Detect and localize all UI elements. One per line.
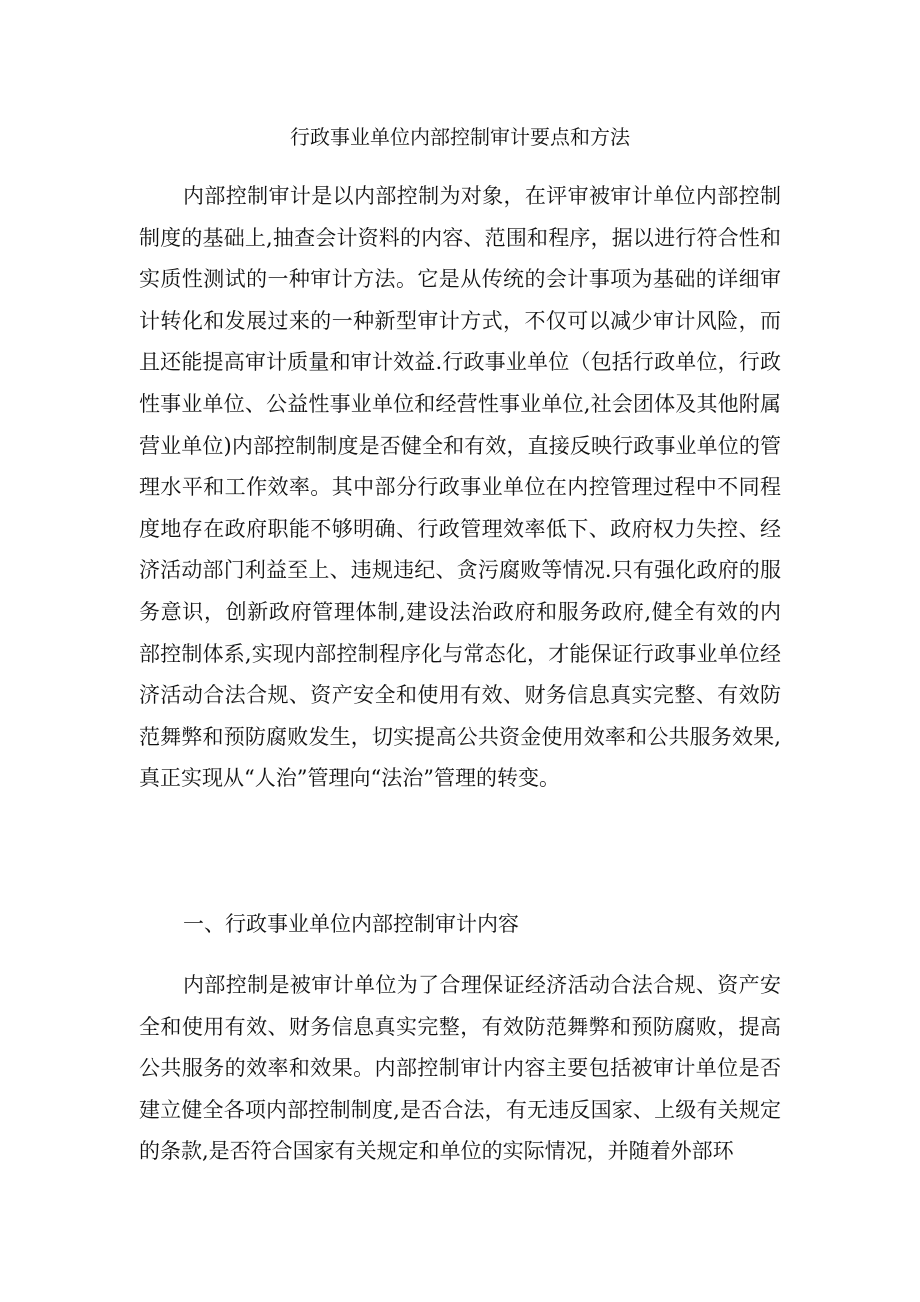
section-heading: 一、行政事业单位内部控制审计内容 xyxy=(183,912,519,936)
document-title: 行政事业单位内部控制审计要点和方法 xyxy=(290,125,630,149)
section-paragraph: 内部控制是被审计单位为了合理保证经济活动合法合规、资产安全和使用有效、财务信息真实完整，有效防范舞弊和预防腐败，提高公共服务的效率和效果。内部控制审计内容主要包括被审计单位是否建立健全各项内部控制制度,是否合法，有无违反国家、上级有关规定的条款,是否符合国家有关规定和单位的实际情况，并随着外部环 xyxy=(139,973,781,1164)
intro-paragraph: 内部控制审计是以内部控制为对象，在评审被审计单位内部控制制度的基础上,抽查会计资料的内容、范围和程序，据以进行符合性和实质性测试的一种审计方法。它是从传统的会计事项为基础的详细审计转化和发展过来的一种新型审计方式，不仅可以减少审计风险，而且还能提高审计质量和审计效益.行政事业单位（包括行政单位，行政性事业单位、公益性事业单位和经营性事业单位,社会团体及其他附属营业单位)内部控制制度是否健全和有效，直接反映行政事业单位的管理水平和工作效率。其中部分行政事业单位在内控管理过程中不同程度地存在政府职能不够明确、行政管理效率低下、政府权力失控、经济活动部门利益至上、违规违纪、贪污腐败等情况.只有强化政府的服务意识，创新政府管理体制,建设法治政府和服务政府,健全有效的内部控制体系,实现内部控制程序化与常态化，才能保证行政事业单位经济活动合法合规、资产安全和使用有效、财务信息真实完整、有效防范舞弊和预防腐败发生，切实提高公共资金使用效率和公共服务效果,真正实现从“人治”管理向“法治”管理的转变。 xyxy=(139,184,781,791)
